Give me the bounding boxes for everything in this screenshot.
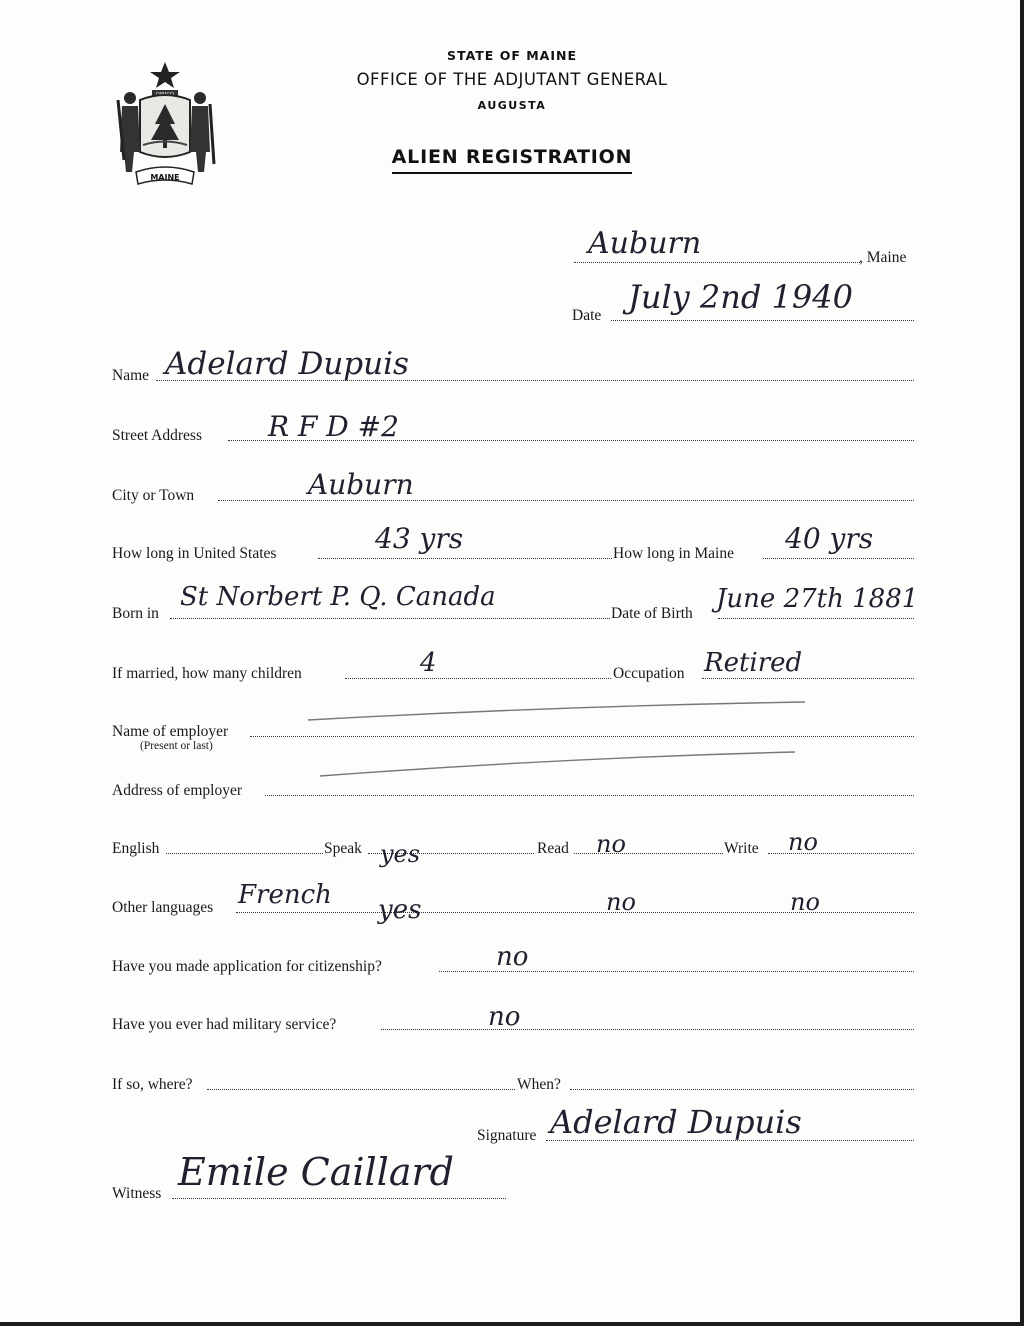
name-value: Adelard Dupuis (165, 346, 409, 382)
military-value: no (488, 1002, 521, 1032)
employer-address-line (265, 795, 914, 796)
occupation-label: Occupation (613, 665, 685, 682)
employer-sublabel: (Present or last) (140, 740, 213, 752)
employer-label: Name of employer (112, 723, 229, 740)
where-line (207, 1089, 515, 1090)
dob-value: June 27th 1881 (716, 584, 919, 614)
where-label: If so, where? (112, 1076, 193, 1093)
employer-dash-stroke (300, 692, 820, 782)
date-line (611, 320, 914, 321)
born-value: St Norbert P. Q. Canada (180, 582, 496, 612)
english-read-value: no (596, 830, 626, 858)
long-us-label: How long in United States (112, 545, 277, 562)
header-office: OFFICE OF THE ADJUTANT GENERAL (356, 70, 668, 89)
english-speak-value: yes (380, 840, 421, 868)
dob-line (718, 618, 914, 619)
employer-address-label: Address of employer (112, 782, 242, 799)
english-label: English (112, 840, 160, 857)
date-value: July 2nd 1940 (628, 278, 853, 316)
other-read-value: no (606, 888, 636, 916)
header-state: STATE OF MAINE (447, 48, 577, 63)
citizenship-value: no (496, 942, 529, 972)
long-maine-value: 40 yrs (785, 522, 874, 555)
other-lang-label: Other languages (112, 899, 214, 916)
witness-value: Emile Caillard (178, 1150, 454, 1194)
witness-label: Witness (112, 1185, 162, 1202)
born-line (170, 618, 610, 619)
military-label: Have you ever had military service? (112, 1016, 337, 1033)
born-label: Born in (112, 605, 159, 622)
write-label: Write (724, 840, 759, 857)
occupation-line (702, 678, 914, 679)
other-write-value: no (790, 888, 820, 916)
town-value: Auburn (588, 226, 702, 261)
town-suffix-label: , Maine (859, 249, 907, 266)
long-maine-line (763, 558, 914, 559)
dob-label: Date of Birth (611, 605, 693, 622)
long-us-value: 43 yrs (375, 522, 464, 555)
children-line (345, 678, 611, 679)
children-value: 4 (420, 648, 437, 678)
street-label: Street Address (112, 427, 202, 444)
name-label: Name (112, 367, 150, 384)
street-value: R F D #2 (268, 410, 399, 443)
city-value: Auburn (308, 468, 414, 501)
witness-line (172, 1198, 506, 1199)
town-line (574, 262, 860, 263)
other-speak-value: yes (378, 895, 422, 925)
read-label: Read (537, 840, 569, 857)
occupation-value: Retired (704, 648, 803, 678)
english-line (166, 853, 323, 854)
city-label: City or Town (112, 487, 195, 504)
long-maine-label: How long in Maine (613, 545, 734, 562)
signature-label: Signature (477, 1127, 537, 1144)
citizenship-label: Have you made application for citizenship? (112, 958, 382, 975)
children-label: If married, how many children (112, 665, 302, 682)
when-line (570, 1089, 914, 1090)
speak-label: Speak (324, 840, 362, 857)
long-us-line (318, 558, 612, 559)
signature-value: Adelard Dupuis (550, 1103, 802, 1141)
svg-text:MAINE: MAINE (150, 173, 180, 182)
military-line (381, 1029, 914, 1030)
header-city: AUGUSTA (477, 99, 547, 112)
page-title: ALIEN REGISTRATION (0, 146, 1024, 168)
english-write-value: no (788, 828, 818, 856)
other-lang-value: French (238, 880, 332, 910)
date-label: Date (572, 307, 602, 324)
when-label: When? (517, 1076, 561, 1093)
